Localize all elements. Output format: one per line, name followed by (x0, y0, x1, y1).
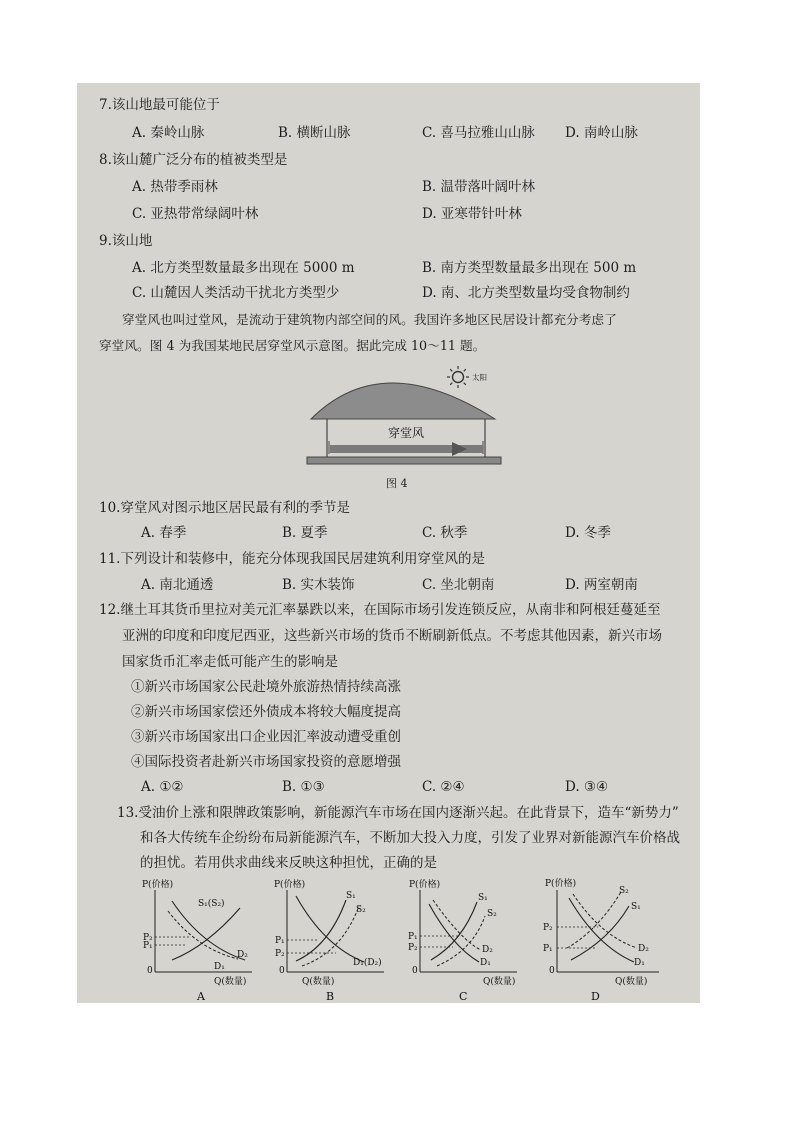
graph-d-price-label-2: P₁ (543, 944, 553, 954)
q10-option-c: C. 秋季 (422, 525, 468, 541)
q9-option-a: A. 北方类型数量最多出现在 5000 m (132, 260, 355, 276)
q9-option-d: D. 南、北方类型数量均受食物制约 (422, 285, 630, 301)
q8-stem: 8.该山麓广泛分布的植被类型是 (99, 152, 288, 168)
q7-option-a: A. 秦岭山脉 (132, 125, 205, 141)
graph-b-curve-label-3: D₁(D₂) (353, 958, 382, 968)
graph-a-origin: 0 (147, 966, 153, 976)
graph-d-curve-label-4: D₁ (634, 958, 645, 968)
q7-option-d: D. 南岭山脉 (565, 125, 638, 141)
graph-b-p-axis-label: P(价格) (274, 880, 306, 890)
sun-label: 太阳 (472, 373, 487, 382)
graph-b-q-axis-label: Q(数量) (302, 977, 335, 987)
q9-option-b: B. 南方类型数量最多出现在 500 m (422, 260, 637, 276)
figure-4-caption: 图 4 (386, 477, 408, 490)
q8-option-a: A. 热带季雨林 (132, 179, 218, 195)
graph-d-curve-label-1: S₂ (619, 886, 629, 896)
q11-option-a: A. 南北通透 (141, 577, 214, 593)
graph-a-p-axis-label: P(价格) (142, 880, 174, 890)
q10-option-b: B. 夏季 (282, 525, 328, 541)
q11-option-d: D. 两室朝南 (565, 577, 638, 593)
figure-4-diagram (299, 361, 509, 471)
graph-c-curve-label-4: D₁ (480, 958, 491, 968)
graph-c-p-axis-label: P(价格) (409, 880, 441, 890)
q12-option-b: B. ①③ (282, 779, 325, 795)
graph-c-price-label-1: P₁ (408, 932, 418, 942)
graph-d-q-axis-label: Q(数量) (615, 977, 648, 987)
ground (307, 457, 501, 464)
q7-option-c: C. 喜马拉雅山山脉 (422, 125, 535, 141)
house-roof (311, 383, 495, 419)
graph-d-price-label-1: P₂ (543, 923, 553, 933)
q12-stem-line-3: 国家货币汇率走低可能产生的影响是 (122, 654, 338, 670)
q8-option-d: D. 亚寒带针叶林 (422, 206, 522, 222)
q12-item-3: ③新兴市场国家出口企业因汇率波动遭受重创 (131, 729, 401, 745)
q10-option-a: A. 春季 (141, 525, 187, 541)
graph-a (142, 876, 264, 1002)
graph-c-letter: C (459, 990, 468, 1002)
q10-stem: 10.穿堂风对图示地区居民最有利的季节是 (99, 500, 350, 516)
graph-d (539, 876, 669, 1002)
q11-option-b: B. 实木装饰 (282, 577, 355, 593)
q12-stem-line-1: 12.继土耳其货币里拉对美元汇率暴跌以来，在国际市场引发连锁反应，从南非和阿根廷蔓延至 (99, 602, 661, 618)
q12-item-2: ②新兴市场国家偿还外债成本将较大幅度提高 (131, 704, 401, 720)
passage-line-1: 穿堂风也叫过堂风，是流动于建筑物内部空间的风。我国许多地区民居设计都充分考虑了 (122, 312, 617, 327)
graph-c-price-label-2: P₂ (408, 943, 418, 953)
q12-option-d: D. ③④ (565, 779, 609, 795)
graph-b-price-label-2: P₂ (275, 949, 285, 959)
q12-stem-line-2: 亚洲的印度和印度尼西亚，这些新兴市场的货币不断刷新低点。不考虑其他因素，新兴市场 (122, 628, 662, 644)
graph-b-curve-label-2: S₂ (356, 905, 366, 915)
graph-d-p-axis-label: P(价格) (545, 879, 577, 889)
graph-a-curve-label-1: S₁(S₂) (198, 899, 225, 909)
q13-stem-line-1: 13.受油价上涨和限牌政策影响，新能源汽车市场在国内逐渐兴起。在此背景下，造车“新势力” (117, 805, 679, 821)
q12-option-a: A. ①② (141, 779, 184, 795)
graph-c (407, 876, 529, 1002)
exam-paper (77, 83, 700, 1003)
q7-stem: 7.该山地最可能位于 (99, 97, 220, 113)
graph-a-price-label-1: P₂ (143, 933, 153, 943)
q10-option-d: D. 冬季 (565, 525, 611, 541)
sun-icon (447, 366, 469, 388)
graph-b (274, 876, 396, 1002)
graph-c-curve-label-3: D₂ (482, 945, 493, 955)
wind-label: 穿堂风 (387, 426, 425, 440)
q8-option-b: B. 温带落叶阔叶林 (422, 179, 536, 195)
graph-a-letter: A (197, 990, 205, 1002)
q9-stem: 9.该山地 (99, 233, 153, 249)
q12-item-4: ④国际投资者赴新兴市场国家投资的意愿增强 (131, 754, 401, 770)
graph-d-letter: D (591, 990, 600, 1002)
graph-c-q-axis-label: Q(数量) (483, 977, 516, 987)
graph-b-letter: B (326, 990, 335, 1002)
graph-d-curve-label-3: D₂ (638, 944, 649, 954)
graph-b-price-label-1: P₁ (275, 936, 285, 946)
q13-stem-line-3: 的担忧。若用供求曲线来反映这种担忧，正确的是 (140, 855, 437, 871)
graph-a-q-axis-label: Q(数量) (214, 977, 247, 987)
passage-line-2: 穿堂风。图 4 为我国某地民居穿堂风示意图。据此完成 10～11 题。 (99, 338, 486, 353)
q12-item-1: ①新兴市场国家公民赴境外旅游热情持续高涨 (131, 679, 401, 695)
graph-a-curve-label-3: D₁ (214, 962, 225, 972)
q11-option-c: C. 坐北朝南 (422, 577, 495, 593)
graph-a-curve-label-2: D₂ (237, 950, 248, 960)
graph-b-origin: 0 (279, 966, 285, 976)
q8-option-c: C. 亚热带常绿阔叶林 (132, 206, 259, 222)
graph-c-origin: 0 (412, 966, 418, 976)
graph-b-curve-label-1: S₁ (346, 891, 356, 901)
graph-d-origin: 0 (549, 966, 555, 976)
q9-option-c: C. 山麓因人类活动干扰北方类型少 (132, 285, 340, 301)
q13-stem-line-2: 和各大传统车企纷纷布局新能源汽车，不断加大投入力度，引发了业界对新能源汽车价格战 (140, 830, 680, 846)
q11-stem: 11.下列设计和装修中，能充分体现我国民居建筑利用穿堂风的是 (99, 551, 485, 567)
graph-c-curve-label-1: S₁ (478, 893, 488, 903)
graph-c-curve-label-2: S₂ (487, 909, 497, 919)
q12-option-c: C. ②④ (422, 779, 465, 795)
graph-a-price-label-2: P₁ (143, 941, 153, 951)
q7-option-b: B. 横断山脉 (278, 125, 351, 141)
graph-d-curve-label-2: S₁ (631, 902, 641, 912)
